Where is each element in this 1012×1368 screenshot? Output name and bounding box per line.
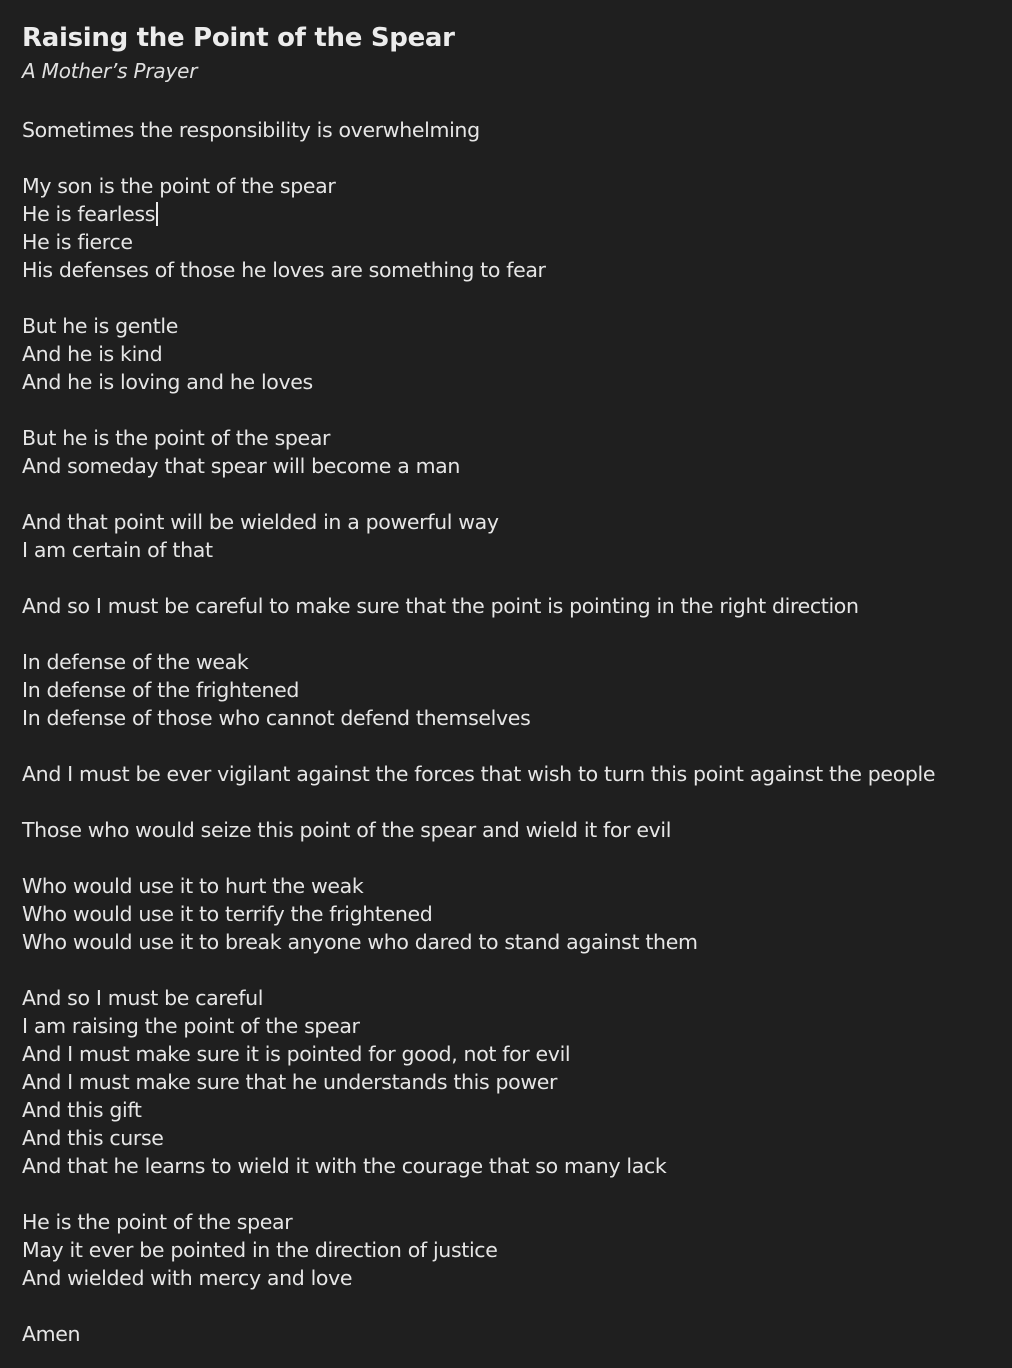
- poem-line-text: In defense of those who cannot defend themselves: [22, 706, 531, 730]
- poem-line-text: And wielded with mercy and love: [22, 1266, 353, 1290]
- poem-line-text: Sometimes the responsibility is overwhelming: [22, 118, 480, 142]
- poem-line-text: I am certain of that: [22, 538, 213, 562]
- poem-line-text: In defense of the weak: [22, 650, 249, 674]
- poem-line[interactable]: [22, 312, 1002, 340]
- blank-line[interactable]: [22, 564, 1002, 592]
- poem-line[interactable]: [22, 200, 1002, 228]
- poem-line-text: Who would use it to hurt the weak: [22, 874, 364, 898]
- poem-line-text: And he is loving and he loves: [22, 370, 313, 394]
- poem-line[interactable]: [22, 1208, 1002, 1236]
- poem-line[interactable]: [22, 816, 1002, 844]
- poem-line[interactable]: [22, 172, 1002, 200]
- text-cursor: [156, 202, 158, 226]
- poem-line-text: And I must make sure it is pointed for good, not for evil: [22, 1042, 571, 1066]
- poem-line[interactable]: [22, 1012, 1002, 1040]
- blank-line[interactable]: [22, 284, 1002, 312]
- poem-line[interactable]: [22, 536, 1002, 564]
- blank-line[interactable]: [22, 1292, 1002, 1320]
- poem-line-text: I am raising the point of the spear: [22, 1014, 360, 1038]
- poem-line[interactable]: [22, 116, 1002, 144]
- poem-line[interactable]: [22, 368, 1002, 396]
- blank-line[interactable]: [22, 788, 1002, 816]
- poem-line-text: And that he learns to wield it with the courage that so many lack: [22, 1154, 667, 1178]
- poem-line-text: And I must make sure that he understands this power: [22, 1070, 558, 1094]
- blank-line[interactable]: [22, 620, 1002, 648]
- poem-line[interactable]: [22, 1236, 1002, 1264]
- poem-line[interactable]: [22, 452, 1002, 480]
- blank-line[interactable]: [22, 732, 1002, 760]
- poem-line[interactable]: [22, 1152, 1002, 1180]
- blank-line[interactable]: [22, 844, 1002, 872]
- poem-line-text: My son is the point of the spear: [22, 174, 336, 198]
- poem-line[interactable]: [22, 1068, 1002, 1096]
- poem-line[interactable]: [22, 1096, 1002, 1124]
- poem-line-text: He is fearless: [22, 202, 156, 226]
- poem-line-text: And he is kind: [22, 342, 163, 366]
- poem-line[interactable]: [22, 424, 1002, 452]
- poem-line[interactable]: [22, 760, 1002, 788]
- poem-line-text: And this curse: [22, 1126, 164, 1150]
- poem-line-text: His defenses of those he loves are something to fear: [22, 258, 546, 282]
- poem-line[interactable]: [22, 704, 1002, 732]
- document-subtitle[interactable]: A Mother’s Prayer: [22, 59, 198, 83]
- poem-line-text: Who would use it to terrify the frightened: [22, 902, 433, 926]
- poem-line-text: Amen: [22, 1322, 81, 1346]
- poem-line[interactable]: [22, 984, 1002, 1012]
- poem-line[interactable]: [22, 900, 1002, 928]
- poem-line-text: And someday that spear will become a man: [22, 454, 461, 478]
- blank-line[interactable]: [22, 480, 1002, 508]
- poem-body[interactable]: [22, 116, 1002, 1348]
- poem-line[interactable]: [22, 340, 1002, 368]
- poem-line-text: Those who would seize this point of the spear and wield it for evil: [22, 818, 672, 842]
- blank-line[interactable]: [22, 396, 1002, 424]
- poem-line[interactable]: [22, 228, 1002, 256]
- poem-line-text: He is fierce: [22, 230, 133, 254]
- poem-line-text: But he is gentle: [22, 314, 178, 338]
- poem-line-text: Who would use it to break anyone who dared to stand against them: [22, 930, 698, 954]
- blank-line[interactable]: [22, 956, 1002, 984]
- poem-line[interactable]: [22, 1264, 1002, 1292]
- poem-line[interactable]: [22, 648, 1002, 676]
- poem-line-text: And this gift: [22, 1098, 142, 1122]
- poem-line-text: But he is the point of the spear: [22, 426, 331, 450]
- poem-line[interactable]: [22, 928, 1002, 956]
- poem-line[interactable]: [22, 676, 1002, 704]
- poem-line-text: May it ever be pointed in the direction of justice: [22, 1238, 498, 1262]
- poem-line[interactable]: [22, 1320, 1002, 1348]
- poem-line-text: And so I must be careful: [22, 986, 264, 1010]
- poem-line[interactable]: [22, 256, 1002, 284]
- document-title[interactable]: Raising the Point of the Spear: [22, 23, 455, 53]
- poem-line-text: He is the point of the spear: [22, 1210, 293, 1234]
- poem-line-text: And I must be ever vigilant against the forces that wish to turn this point against the people: [22, 762, 936, 786]
- poem-line[interactable]: [22, 872, 1002, 900]
- poem-line[interactable]: [22, 508, 1002, 536]
- poem-line-text: And so I must be careful to make sure that the point is pointing in the right direction: [22, 594, 859, 618]
- document-editor[interactable]: [22, 22, 1002, 1348]
- poem-line[interactable]: [22, 1040, 1002, 1068]
- poem-line-text: And that point will be wielded in a powerful way: [22, 510, 499, 534]
- blank-line[interactable]: [22, 1180, 1002, 1208]
- poem-line[interactable]: [22, 592, 1002, 620]
- poem-line-text: In defense of the frightened: [22, 678, 300, 702]
- blank-line[interactable]: [22, 144, 1002, 172]
- poem-line[interactable]: [22, 1124, 1002, 1152]
